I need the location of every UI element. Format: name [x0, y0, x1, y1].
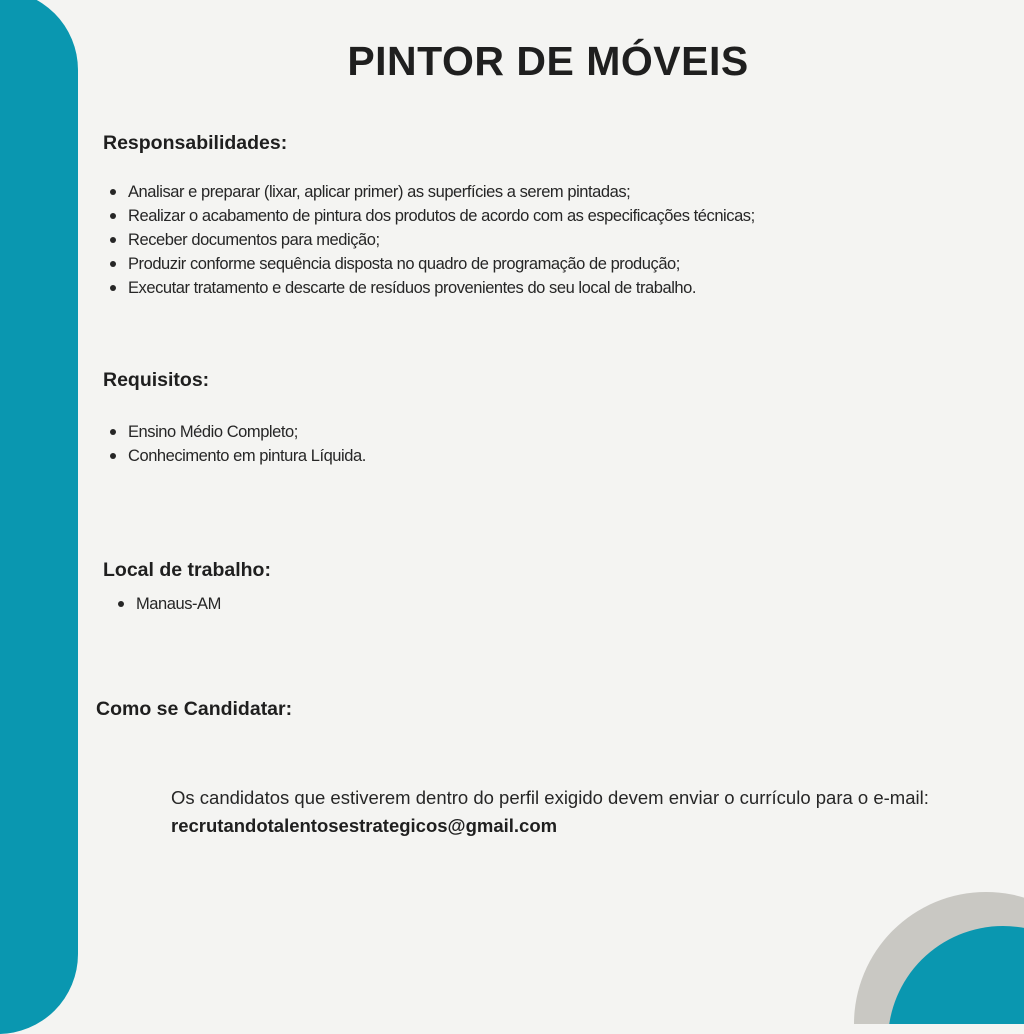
list-item-text: Manaus-AM [136, 595, 221, 613]
list-item [102, 444, 366, 468]
bullet-icon [110, 285, 116, 291]
list-item-text: Conhecimento em pintura Líquida. [128, 447, 366, 465]
list-item [110, 592, 221, 616]
list-item [102, 420, 366, 444]
list-item [102, 228, 755, 252]
list-item [102, 180, 755, 204]
bullet-icon [110, 453, 116, 459]
apply-instructions [171, 784, 931, 840]
list-item-text: Ensino Médio Completo; [128, 423, 298, 441]
requirements-list [102, 420, 366, 468]
list-item [102, 276, 755, 300]
workplace-heading: Local de trabalho: [103, 559, 271, 581]
side-accent-band [0, 0, 78, 1034]
requirements-heading: Requisitos: [103, 369, 210, 391]
list-item-text: Analisar e preparar (lixar, aplicar primer) as superfícies a serem pintadas; [128, 183, 631, 201]
bullet-icon [118, 601, 124, 607]
contact-email: recrutandotalentosestrategicos@gmail.com [171, 815, 558, 836]
list-item-text: Executar tratamento e descarte de resíduos provenientes do seu local de trabalho. [128, 279, 696, 297]
corner-decoration [854, 892, 1024, 1024]
bullet-icon [110, 237, 116, 243]
list-item [102, 204, 755, 228]
bullet-icon [110, 189, 116, 195]
workplace-list [110, 592, 221, 616]
responsibilities-heading: Responsabilidades: [103, 132, 288, 154]
page-title: PINTOR DE MÓVEIS [347, 38, 749, 84]
list-item-text: Receber documentos para medição; [128, 231, 380, 249]
bullet-icon [110, 261, 116, 267]
list-item-text: Realizar o acabamento de pintura dos produtos de acordo com as especificações técnicas; [128, 207, 755, 225]
bullet-icon [110, 429, 116, 435]
apply-text: Os candidatos que estiverem dentro do perfil exigido devem enviar o currículo para o e-mail: [171, 787, 929, 808]
bullet-icon [110, 213, 116, 219]
apply-heading: Como se Candidatar: [96, 698, 293, 720]
list-item [102, 252, 755, 276]
list-item-text: Produzir conforme sequência disposta no quadro de programação de produção; [128, 255, 680, 273]
responsibilities-list [102, 180, 755, 300]
